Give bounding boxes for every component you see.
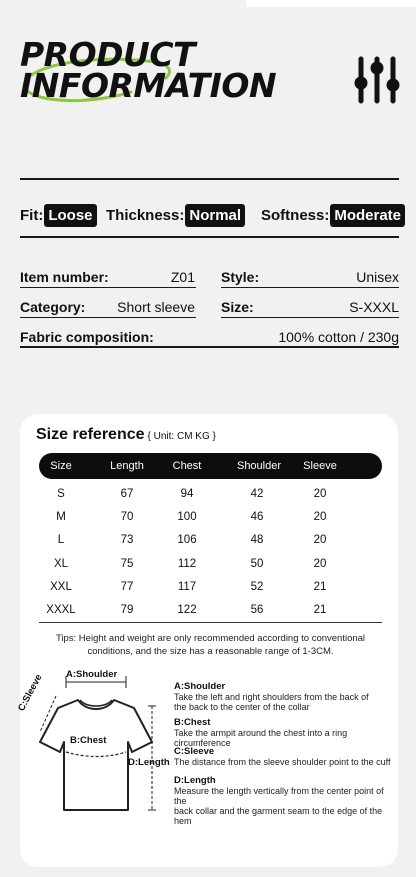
definition-text: The distance from the sleeve shoulder point to the cuff [174, 757, 391, 767]
definition-chest [174, 718, 398, 748]
definition-length [174, 776, 398, 826]
table-cell: 67 [120, 488, 134, 500]
fit-label: Fit: [20, 207, 44, 224]
definition-text: the back to the center of the collar [174, 702, 310, 712]
table-cell: 52 [250, 581, 264, 593]
table-cell: 106 [177, 534, 197, 546]
table-cell: 122 [177, 604, 197, 616]
thickness-value-tag: Normal [185, 204, 245, 227]
size-table-header [39, 453, 382, 479]
table-cell: 56 [250, 604, 264, 616]
divider [20, 178, 399, 180]
table-cell: XXL [50, 581, 72, 593]
definition-sleeve [174, 747, 390, 767]
item-number-label: Item number: [20, 269, 109, 285]
table-cell: 42 [250, 488, 264, 500]
table-cell: 20 [313, 488, 327, 500]
definition-text: Measure the length vertically from the center point of the [174, 786, 384, 806]
table-cell: 94 [180, 488, 194, 500]
fit-value-tag: Loose [44, 204, 96, 227]
table-cell: L [57, 534, 65, 546]
size-reference-heading: Size reference [36, 426, 145, 443]
style-label: Style: [221, 269, 260, 285]
row-divider [20, 317, 196, 318]
softness-label: Softness: [261, 207, 330, 224]
table-row [39, 505, 382, 529]
table-cell: XL [53, 558, 69, 570]
unit-note: { Unit: CM KG } [147, 431, 216, 442]
definition-term: D:Length [174, 775, 216, 786]
size-value: S-XXXL [349, 299, 399, 315]
softness-attribute [261, 204, 405, 227]
item-number-value: Z01 [170, 269, 195, 285]
definition-text: back collar and the garment seam to the edge of the hem [174, 806, 383, 826]
table-cell: 75 [120, 558, 134, 570]
table-cell: 20 [313, 511, 327, 523]
table-cell: 70 [120, 511, 134, 523]
top-strip [246, 0, 416, 7]
sleeve-diagram-label: C:Sleeve [16, 672, 45, 714]
thickness-attribute [106, 204, 245, 227]
column-header: Size [50, 460, 72, 472]
definition-text: Take the armpit around the chest into a ring circumference [174, 728, 348, 748]
table-cell: 100 [177, 511, 197, 523]
definition-text: Take the left and right shoulders from the back of [174, 692, 369, 702]
definition-term: C:Sleeve [174, 746, 215, 757]
table-row [39, 482, 382, 506]
length-diagram-label: D:Length [128, 757, 170, 768]
column-header: Sleeve [303, 460, 337, 472]
category-label: Category: [20, 299, 86, 315]
row-divider [221, 317, 399, 318]
shoulder-diagram-label: A:Shoulder [66, 669, 118, 680]
page-title-line1: PRODUCT [20, 35, 196, 74]
table-cell: 73 [120, 534, 134, 546]
definition-term: B:Chest [174, 717, 211, 728]
page-title-line2: INFORMATION [20, 66, 277, 105]
column-header: Length [110, 460, 144, 472]
table-cell: M [56, 511, 66, 523]
table-cell: 46 [250, 511, 264, 523]
divider [20, 346, 399, 348]
size-reference-card [16, 414, 398, 867]
tips-line: Tips: Height and weight are only recommended according to conventional [55, 633, 366, 644]
table-cell: S [57, 488, 65, 500]
softness-value-tag: Moderate [330, 204, 405, 227]
table-cell: 20 [313, 534, 327, 546]
table-cell: 112 [177, 558, 197, 570]
table-cell: 21 [313, 581, 327, 593]
column-header: Shoulder [236, 460, 282, 472]
table-cell: 77 [120, 581, 134, 593]
definition-term: A:Shoulder [174, 681, 226, 692]
fabric-label: Fabric composition: [20, 329, 154, 345]
table-cell: 20 [313, 558, 327, 570]
tips-line: conditions, and the size has a reasonable range of 1-3CM. [87, 646, 334, 657]
category-value: Short sleeve [117, 299, 195, 315]
table-row [39, 528, 382, 552]
row-divider [20, 287, 196, 288]
fit-attribute [20, 204, 97, 227]
sliders-icon [352, 55, 402, 105]
table-cell: 50 [250, 558, 264, 570]
table-cell: 48 [250, 534, 264, 546]
chest-diagram-label: B:Chest [70, 735, 107, 746]
table-cell: 79 [120, 604, 134, 616]
table-row [39, 598, 382, 622]
size-reference-title [36, 426, 216, 444]
table-cell: 117 [177, 581, 197, 593]
divider [20, 236, 399, 238]
thickness-label: Thickness: [106, 207, 185, 224]
style-value: Unisex [356, 269, 399, 285]
column-header: Chest [172, 460, 202, 472]
row-divider [221, 287, 399, 288]
table-row [39, 552, 382, 576]
table-bottom-rule [39, 622, 382, 623]
size-label: Size: [221, 299, 254, 315]
table-cell: XXXL [46, 604, 76, 616]
table-cell: 21 [313, 604, 327, 616]
size-tips [38, 632, 383, 658]
table-row [39, 575, 382, 599]
definition-shoulder [174, 682, 369, 712]
fabric-value: 100% cotton / 230g [278, 329, 399, 345]
